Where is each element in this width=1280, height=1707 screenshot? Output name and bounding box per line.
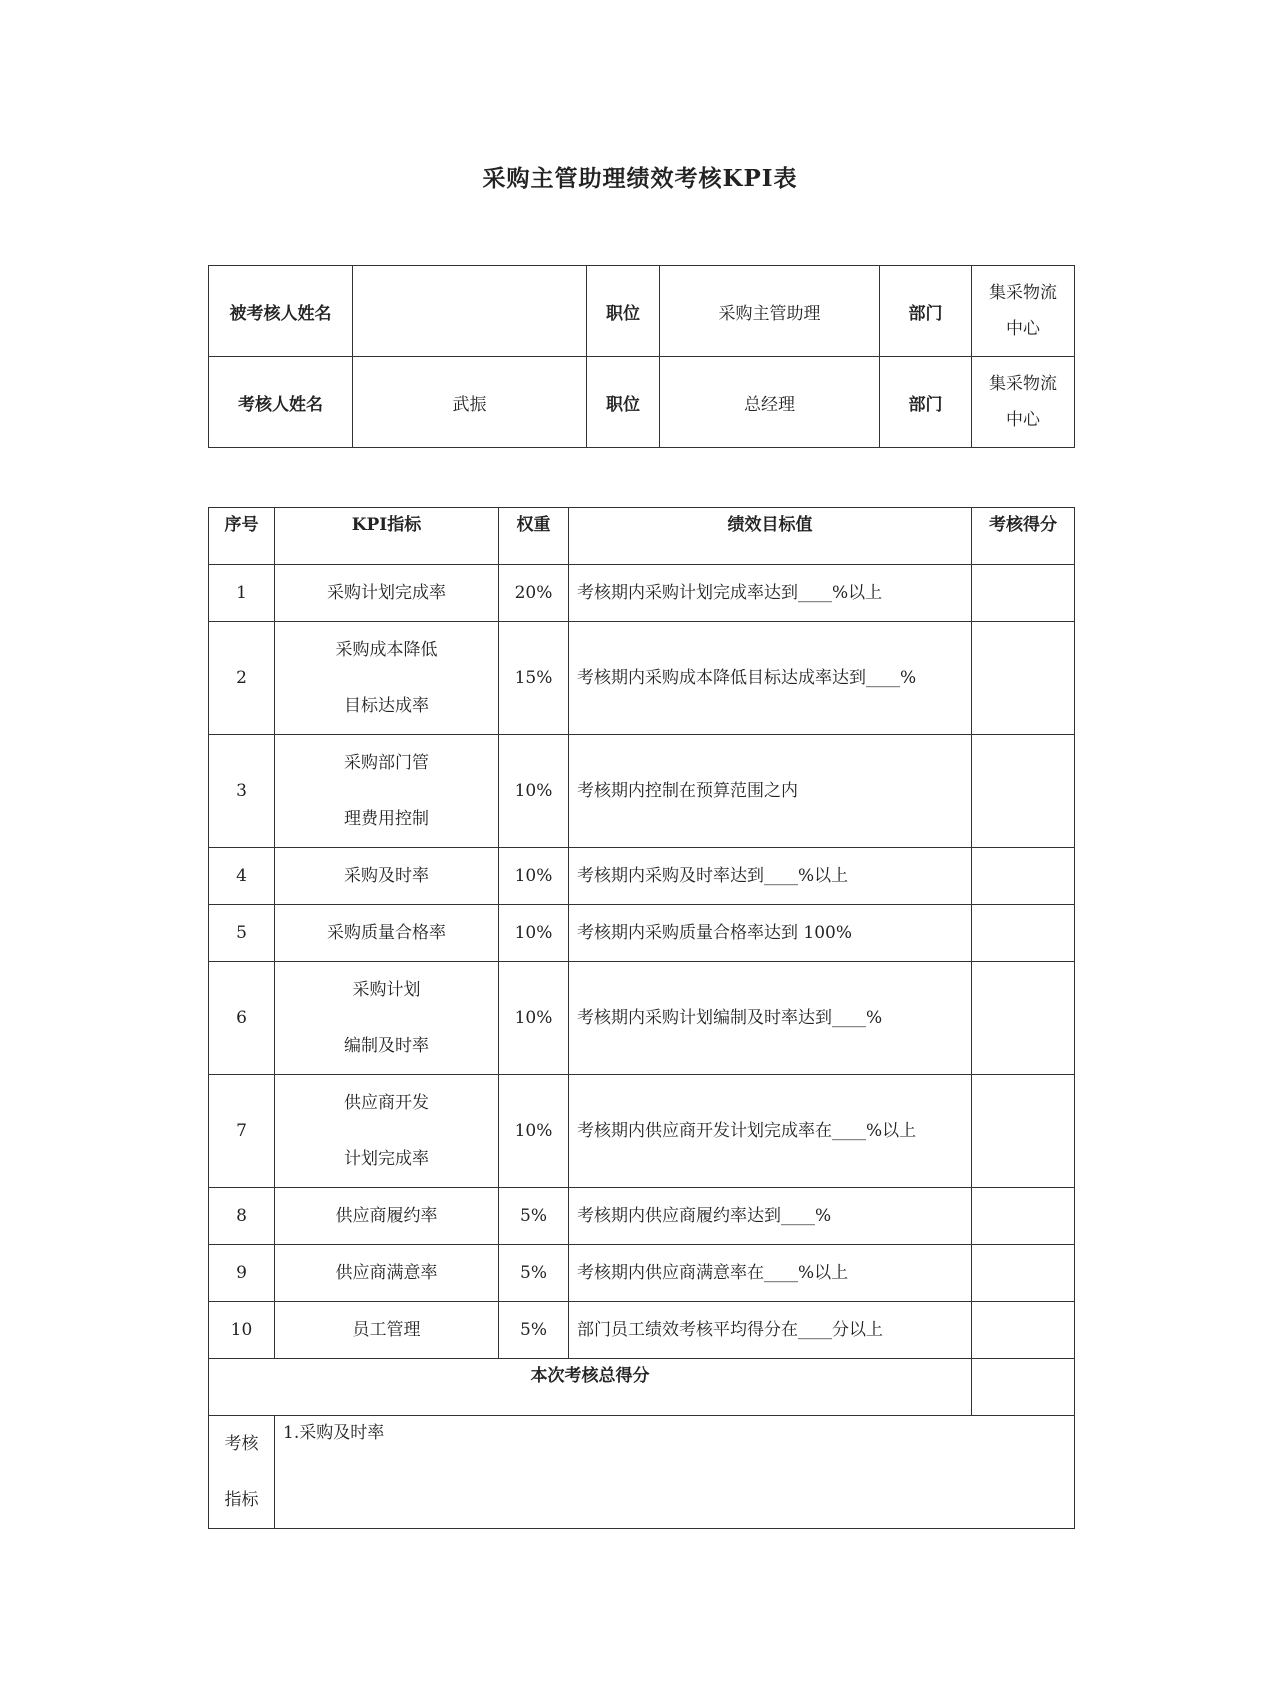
appraiser-position-label: 职位 [587,357,660,448]
assessment-note-label [209,1416,275,1529]
kpi-header-row [209,508,1075,565]
row-indicator-line1: 采购部门管 [344,753,429,773]
appraiser-name-value: 武振 [353,357,587,448]
row-indicator: 采购质量合格率 [275,905,499,962]
row-target: 考核期内供应商履约率达到____% [569,1188,972,1245]
row-target: 考核期内采购及时率达到____%以上 [569,848,972,905]
row-weight: 10% [499,735,569,848]
row-indicator [275,622,499,735]
row-no: 4 [209,848,275,905]
row-score[interactable] [972,905,1075,962]
row-weight: 10% [499,962,569,1075]
appraiser-position-value: 总经理 [660,357,880,448]
appraisee-dept-label: 部门 [880,266,972,357]
header-target: 绩效目标值 [569,508,972,565]
assessment-note-text: 1.采购及时率 [275,1416,1075,1529]
row-score[interactable] [972,848,1075,905]
appraisee-position-label: 职位 [587,266,660,357]
row-indicator-line2: 计划完成率 [344,1149,429,1169]
table-row [209,962,1075,1075]
row-target: 考核期内采购计划完成率达到____%以上 [569,565,972,622]
appraisee-dept-line1: 集采物流 [989,283,1057,303]
row-weight: 5% [499,1245,569,1302]
table-row [209,1302,1075,1359]
row-indicator [275,962,499,1075]
row-no: 8 [209,1188,275,1245]
row-indicator [275,735,499,848]
total-score-row [209,1359,1075,1416]
assessment-note-row [209,1416,1075,1529]
row-no: 2 [209,622,275,735]
table-row [209,622,1075,735]
row-no: 10 [209,1302,275,1359]
appraisee-name-label: 被考核人姓名 [209,266,353,357]
header-weight: 权重 [499,508,569,565]
row-no: 5 [209,905,275,962]
row-score[interactable] [972,622,1075,735]
row-no: 9 [209,1245,275,1302]
row-score[interactable] [972,735,1075,848]
appraiser-dept-line2: 中心 [1006,410,1040,430]
row-indicator-line2: 目标达成率 [344,696,429,716]
row-target: 考核期内采购质量合格率达到 100% [569,905,972,962]
row-weight: 15% [499,622,569,735]
row-score[interactable] [972,962,1075,1075]
appraiser-dept-value [972,357,1075,448]
table-row [209,735,1075,848]
total-score-label: 本次考核总得分 [209,1359,972,1416]
row-indicator-line1: 供应商开发 [344,1093,429,1113]
row-score[interactable] [972,1245,1075,1302]
row-target: 考核期内采购计划编制及时率达到____% [569,962,972,1075]
table-row [209,1188,1075,1245]
row-target: 考核期内控制在预算范围之内 [569,735,972,848]
appraisee-name-value [353,266,587,357]
row-indicator: 采购计划完成率 [275,565,499,622]
table-row [209,1075,1075,1188]
row-score[interactable] [972,1302,1075,1359]
appraiser-name-label: 考核人姓名 [209,357,353,448]
row-target: 部门员工绩效考核平均得分在____分以上 [569,1302,972,1359]
row-indicator-line1: 采购计划 [352,980,421,1000]
row-target: 考核期内供应商满意率在____%以上 [569,1245,972,1302]
row-weight: 20% [499,565,569,622]
total-score-value[interactable] [972,1359,1075,1416]
row-no: 7 [209,1075,275,1188]
table-row [209,1245,1075,1302]
appraiser-dept-label: 部门 [880,357,972,448]
row-indicator: 采购及时率 [275,848,499,905]
kpi-table [208,507,1075,1529]
appraiser-dept-line1: 集采物流 [989,374,1057,394]
row-weight: 10% [499,1075,569,1188]
info-row-appraisee [209,266,1075,357]
row-target: 考核期内供应商开发计划完成率在____%以上 [569,1075,972,1188]
employee-info-table [208,265,1075,448]
note-label-line1: 考核 [224,1434,259,1454]
row-indicator [275,1075,499,1188]
appraisee-dept-value [972,266,1075,357]
table-row [209,565,1075,622]
row-no: 1 [209,565,275,622]
row-score[interactable] [972,1188,1075,1245]
row-score[interactable] [972,565,1075,622]
info-row-appraiser [209,357,1075,448]
row-target: 考核期内采购成本降低目标达成率达到____% [569,622,972,735]
row-indicator: 供应商满意率 [275,1245,499,1302]
page-title: 采购主管助理绩效考核KPI表 [482,165,798,192]
row-weight: 5% [499,1302,569,1359]
header-no: 序号 [209,508,275,565]
row-indicator-line2: 编制及时率 [344,1036,429,1056]
row-indicator: 供应商履约率 [275,1188,499,1245]
row-weight: 10% [499,848,569,905]
note-label-line2: 指标 [224,1490,259,1510]
row-no: 3 [209,735,275,848]
row-score[interactable] [972,1075,1075,1188]
row-indicator: 员工管理 [275,1302,499,1359]
header-indicator: KPI指标 [275,508,499,565]
table-row [209,848,1075,905]
header-score: 考核得分 [972,508,1075,565]
appraisee-position-value: 采购主管助理 [660,266,880,357]
row-no: 6 [209,962,275,1075]
table-row [209,905,1075,962]
row-indicator-line1: 采购成本降低 [335,640,438,660]
row-indicator-line2: 理费用控制 [344,809,429,829]
row-weight: 10% [499,905,569,962]
appraisee-dept-line2: 中心 [1006,319,1040,339]
row-weight: 5% [499,1188,569,1245]
